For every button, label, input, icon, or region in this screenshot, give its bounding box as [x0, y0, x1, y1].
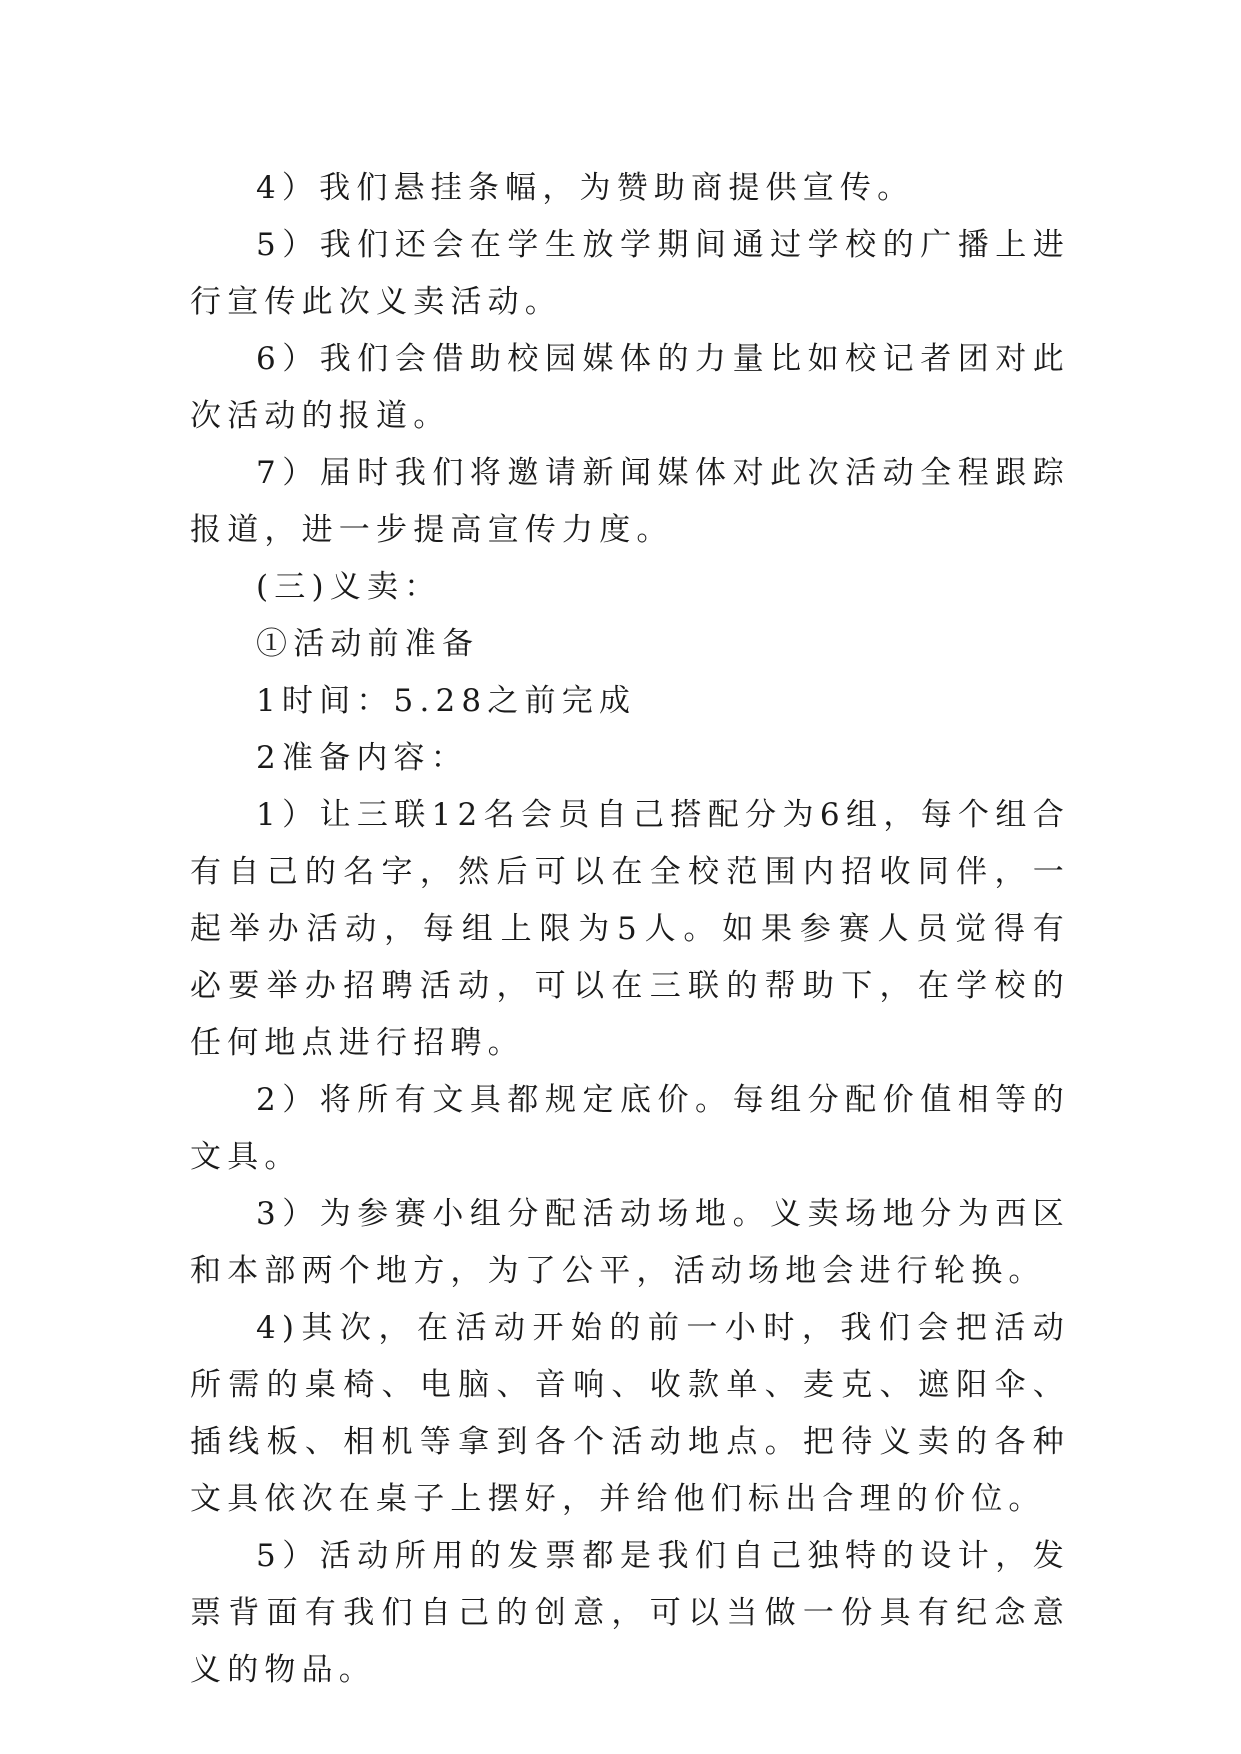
paragraph-publicity-6: 6）我们会借助校园媒体的力量比如校记者团对此次活动的报道。 [190, 341, 1070, 434]
paragraph-publicity-5: 5）我们还会在学生放学期间通过学校的广播上进行宣传此次义卖活动。 [190, 227, 1070, 320]
paragraph-prep-2: 2）将所有文具都规定底价。每组分配价值相等的文具。 [190, 1082, 1070, 1175]
paragraph-prep-3: 3）为参赛小组分配活动场地。义卖场地分为西区和本部两个地方，为了公平，活动场地会进行轮换。 [190, 1196, 1070, 1289]
paragraph-publicity-4: 4）我们悬挂条幅，为赞助商提供宣传。 [256, 170, 915, 206]
subheading-preparation: ①活动前准备 [256, 626, 480, 662]
paragraph-prep-4: 4)其次，在活动开始的前一小时，我们会把活动所需的桌椅、电脑、音响、收款单、麦克、遮阳伞、插线板、相机等拿到各个活动地点。把待义卖的各种文具依次在桌子上摆好，并给他们标出合理的价位。 [190, 1310, 1070, 1517]
paragraph-prep-5: 5）活动所用的发票都是我们自己独特的设计，发票背面有我们自己的创意，可以当做一份具有纪念意义的物品。 [190, 1538, 1070, 1688]
document-body [190, 160, 1070, 1699]
section-heading-charity-sale: (三)义卖： [256, 569, 442, 605]
paragraph-publicity-7: 7）届时我们将邀请新闻媒体对此次活动全程跟踪报道，进一步提高宣传力度。 [190, 455, 1070, 548]
paragraph-prep-1: 1）让三联12名会员自己搭配分为6组，每个组合有自己的名字，然后可以在全校范围内招收同伴，一起举办活动，每组上限为5人。如果参赛人员觉得有必要举办招聘活动，可以在三联的帮助下，在学校的任何地点进行招聘。 [190, 797, 1070, 1061]
item-time: 1时间：5.28之前完成 [256, 683, 637, 719]
item-preparation-content: 2准备内容： [256, 740, 468, 776]
